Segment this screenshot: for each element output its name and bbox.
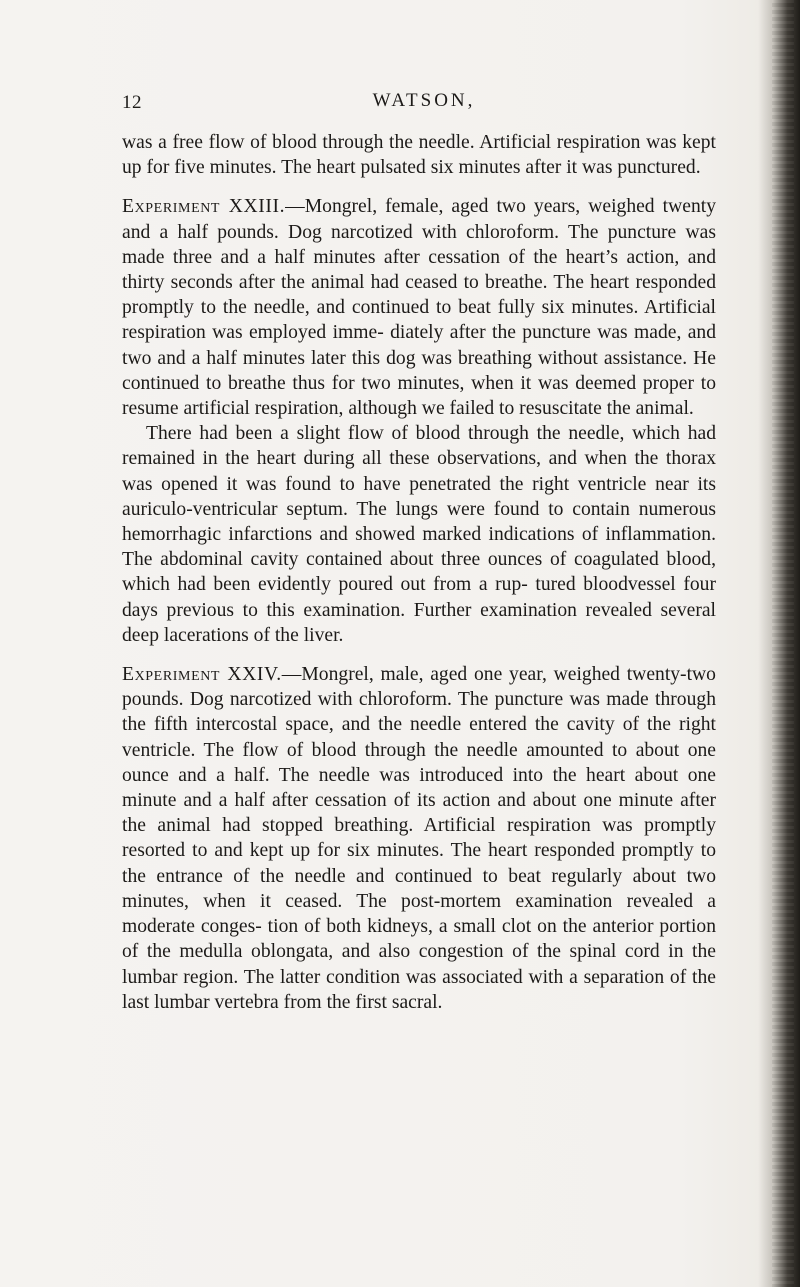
paragraph-text: —Mongrel, female, aged two years, weighed twenty and a half pounds. Dog narcotized with chloroform. The puncture was made three and a half minutes after cessation of the heart’s action, and thirty seconds after the animal had ceased to breathe. The heart responded promptly to the needle, and continued to beat fully six minutes. Artificial respiration was employed imme- diately after the puncture was made, and two and a half minutes later this dog was breathing without assistance. He continued to breathe thus for two minutes, when it was deemed proper to resume artificial respiration, although we failed to resuscitate the animal. (122, 196, 716, 420)
paragraph-continuation (122, 130, 716, 180)
paragraph-experiment-xxiii (122, 194, 716, 421)
paragraph-text: was a free flow of blood through the needle. Artificial respiration was kept up for five minutes. The heart pulsated six minutes after it was punctured. (122, 132, 716, 179)
body-text (122, 130, 716, 1015)
page-number: 12 (122, 92, 142, 113)
paragraph-text: There had been a slight flow of blood through the needle, which had remained in the heart during all these observations, and when the thorax was opened it was found to have penetrated the right ventricle near its auriculo-ventricular septum. The lungs were found to contain numerous hemorrhagic infarctions and showed marked indications of inflammation. The abdominal cavity contained about three ounces of coagulated blood, which had been evidently poured out from a rup- tured bloodvessel four days previous to this examination. Further examination revealed several deep lacerations of the liver. (122, 423, 716, 646)
paragraph-findings (122, 421, 716, 648)
paragraph-text: —Mongrel, male, aged one year, weighed twenty-two pounds. Dog narcotized with chloroform. The puncture was made through the fifth intercostal space, and the needle entered the cavity of the right ventricle. The flow of blood through the needle amounted to about one ounce and a half. The needle was introduced into the heart about one minute and a half after cessation of its action and about one minute after the animal had stopped breathing. Artificial respiration was promptly resorted to and kept up for six minutes. The heart responded promptly to the entrance of the needle and continued to beat regularly about two minutes, when it ceased. The post-mortem examination revealed a moderate conges- tion of both kidneys, a small clot on the anterior portion of the medulla oblongata, and also congestion of the spinal cord in the lumbar region. The latter condition was associated with a separation of the last lumbar vertebra from the first sacral. (122, 664, 716, 1013)
running-head: WATSON, (372, 90, 476, 111)
experiment-heading: Experiment XXIII. (122, 196, 286, 218)
paragraph-experiment-xxiv (122, 662, 716, 1015)
page-edge-texture (772, 0, 794, 1287)
experiment-heading: Experiment XXIV. (122, 664, 282, 686)
